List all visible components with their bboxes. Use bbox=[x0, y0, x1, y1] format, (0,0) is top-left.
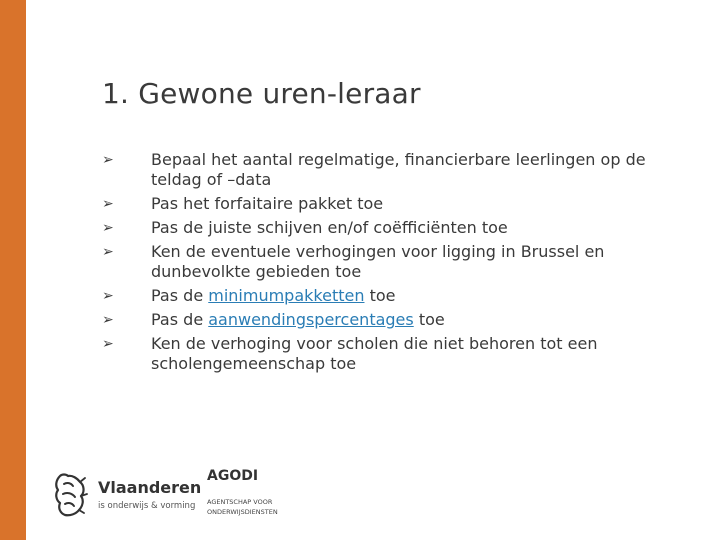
bullet-text: Pas de juiste schijven en/of coëfficiënten toe bbox=[151, 218, 508, 237]
arrow-bullet-icon: ➢ bbox=[102, 152, 114, 168]
arrow-bullet-icon: ➢ bbox=[102, 288, 114, 304]
slide-title: 1. Gewone uren-leraar bbox=[102, 76, 421, 110]
bullet-text: Ken de eventuele verhogingen voor ligging in Brussel en dunbevolkte gebieden toe bbox=[151, 242, 605, 281]
vlaanderen-logo-name: Vlaanderen bbox=[98, 478, 202, 497]
bullet-item bbox=[102, 310, 682, 330]
bullet-item bbox=[102, 150, 682, 190]
agodi-logo-subtitle bbox=[207, 497, 278, 517]
bullet-text: Pas het forfaitaire pakket toe bbox=[151, 194, 384, 213]
arrow-bullet-icon: ➢ bbox=[102, 244, 114, 260]
bullet-suffix: toe bbox=[364, 286, 396, 305]
agodi-subtitle-line: ONDERWIJSDIENSTEN bbox=[207, 508, 278, 516]
bullet-text: Bepaal het aantal regelmatige, financierbare leerlingen op de teldag of –data bbox=[151, 150, 646, 189]
bullet-item bbox=[102, 334, 682, 374]
bullet-prefix: Pas de bbox=[151, 310, 209, 329]
agodi-subtitle-line: AGENTSCHAP VOOR bbox=[207, 498, 273, 506]
arrow-bullet-icon: ➢ bbox=[102, 312, 114, 328]
agodi-logo-name: AGODI bbox=[207, 468, 259, 484]
minimumpakketten-link[interactable]: minimumpakketten bbox=[208, 286, 365, 305]
aanwendingspercentages-link[interactable]: aanwendingspercentages bbox=[208, 310, 414, 329]
bullet-item bbox=[102, 194, 682, 214]
bullet-list bbox=[102, 150, 682, 378]
bullet-item bbox=[102, 218, 682, 238]
arrow-bullet-icon: ➢ bbox=[102, 220, 114, 236]
vlaanderen-logo-tagline: is onderwijs & vorming bbox=[98, 501, 196, 511]
arrow-bullet-icon: ➢ bbox=[102, 336, 114, 352]
bullet-prefix: Pas de bbox=[151, 286, 209, 305]
bullet-item bbox=[102, 286, 682, 306]
orange-side-bar bbox=[0, 0, 26, 540]
bullet-item bbox=[102, 242, 682, 282]
flemish-lion-icon bbox=[50, 470, 90, 518]
bullet-text: Ken de verhoging voor scholen die niet behoren tot een scholengemeenschap toe bbox=[151, 334, 598, 373]
bullet-suffix: toe bbox=[413, 310, 445, 329]
arrow-bullet-icon: ➢ bbox=[102, 196, 114, 212]
